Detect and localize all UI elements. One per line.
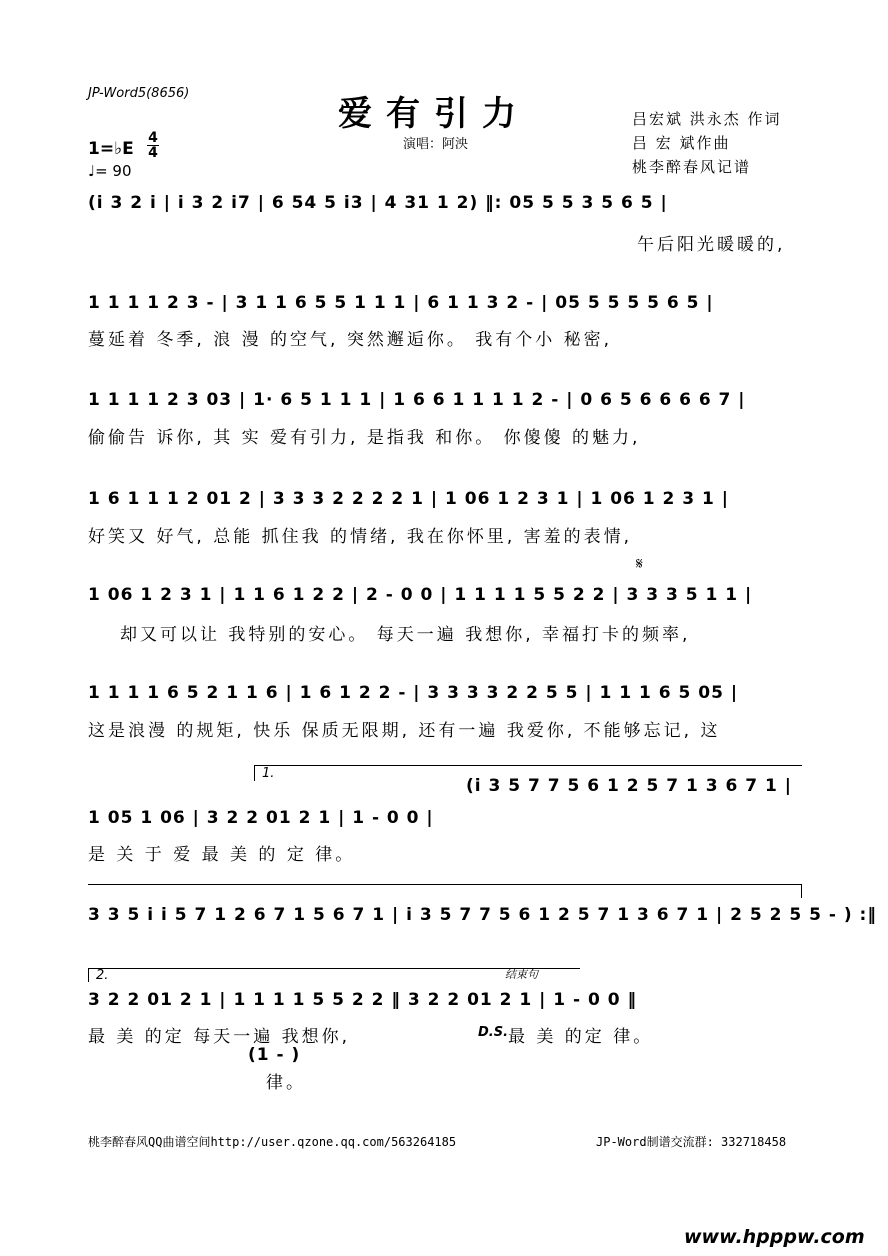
notes-row-4: 1 6 1 1 1 2 01 2 | 3 3 3 2 2 2 2 1 | 1 06 1 2 3 1 | 1 06 1 2 3 1 | [88, 489, 729, 509]
notes-row-9: 3 2 2 01 2 1 | 1 1 1 1 5 5 2 2 ‖ 3 2 2 01 2 1 | 1 - 0 0 ‖ [88, 990, 637, 1010]
notes-row-3: 1 1 1 1 2 3 03 | 1· 6 5 1 1 1 | 1 6 6 1 1 1 1 2 - | 0 6 5 6 6 6 6 7 | [88, 390, 746, 410]
volta-1-bracket [254, 765, 802, 766]
composer-credit: 吕 宏 斌作曲 [632, 134, 731, 152]
lyrics-row-10: 律。 [266, 1073, 306, 1093]
lyrics-row-2: 蔓延着 冬季, 浪 漫 的空气, 突然邂逅你。 我有个小 秘密, [88, 330, 613, 350]
notes-row-7: 1 05 1 06 | 3 2 2 01 2 1 | 1 - 0 0 | [88, 808, 434, 828]
lyrics-row-1: 午后阳光暖暖的, [637, 235, 786, 255]
singer-label: 演唱：阿泱 [403, 137, 469, 152]
lyrics-row-6: 这是浪漫 的规矩, 快乐 保质无限期, 还有一遍 我爱你, 不能够忘记, 这 [88, 721, 721, 741]
segno-sign: 𝄋 [636, 554, 643, 573]
volta-1-label: 1. [262, 766, 275, 781]
lyrics-row-7: 是 关 于 爱 最 美 的 定 律。 [88, 845, 356, 865]
footer-left: 桃李醉春风QQ曲谱空间http://user.qzone.qq.com/563264185 [88, 1135, 457, 1149]
volta-1-bracket-end [254, 765, 255, 781]
tempo-marking: ♩= 90 [88, 162, 132, 180]
time-sig-bottom: 4 [148, 145, 158, 161]
volta-2-label: 2. [96, 968, 109, 983]
notes-row-5: 1 06 1 2 3 1 | 1 1 6 1 2 2 | 2 - 0 0 | 1 1 1 1 5 5 2 2 | 3 3 3 5 1 1 | [88, 585, 753, 605]
site-watermark: www.hpppw.com [684, 1226, 865, 1248]
song-title: 爱有引力 [338, 94, 530, 134]
notes-row-6: 1 1 1 1 6 5 2 1 1 6 | 1 6 1 2 2 - | 3 3 3 3 2 2 5 5 | 1 1 1 6 5 05 | [88, 683, 739, 703]
time-signature [147, 131, 159, 160]
ds-marking: D.S. [478, 1025, 509, 1040]
notes-row-10: (1 - ) [248, 1045, 301, 1065]
transcriber-credit: 桃李醉春风记谱 [632, 158, 752, 176]
lyrics-row-4: 好笑又 好气, 总能 抓住我 的情绪, 我在你怀里, 害羞的表情, [88, 527, 633, 547]
notes-row-2: 1 1 1 1 2 3 - | 3 1 1 6 5 5 1 1 1 | 6 1 1 3 2 - | 05 5 5 5 5 6 5 | [88, 293, 714, 313]
lyrics-row-9-after: 最 美 的定 律。 [508, 1027, 654, 1047]
software-label: JP-Word5(8656) [88, 86, 190, 101]
row-8-bracket [88, 884, 802, 885]
time-sig-top: 4 [148, 130, 158, 146]
interlude-row-7: (i 3 5 7 7 5 6 1 2 5 7 1 3 6 7 1 | [466, 776, 792, 796]
volta-2-bracket-start [88, 968, 89, 982]
notes-row-1: (i 3 2 i | i 3 2 i7 | 6 54 5 i3 | 4 31 1 2) ‖: 05 5 5 3 5 6 5 | [88, 193, 668, 213]
lyrics-row-3: 偷偷告 诉你, 其 实 爱有引力, 是指我 和你。 你傻傻 的魅力, [88, 428, 641, 448]
ending-label: 结束句 [505, 968, 538, 981]
notes-row-8: 3 3 5 i i 5 7 1 2 6 7 1 5 6 7 1 | i 3 5 7 7 5 6 1 2 5 7 1 3 6 7 1 | 2 5 2 5 5 - ) :‖ [88, 905, 877, 925]
lyrics-row-9: 最 美 的定 每天一遍 我想你, [88, 1027, 351, 1047]
row-8-bracket-end [801, 884, 802, 898]
lyricist-credit: 吕宏斌 洪永杰 作词 [632, 110, 782, 128]
volta-2-bracket [88, 968, 490, 969]
key-signature: 1=♭E [88, 139, 134, 159]
lyrics-row-5: 却又可以让 我特别的安心。 每天一遍 我想你, 幸福打卡的频率, [120, 625, 691, 645]
footer-right: JP-Word制谱交流群: 332718458 [596, 1135, 787, 1149]
